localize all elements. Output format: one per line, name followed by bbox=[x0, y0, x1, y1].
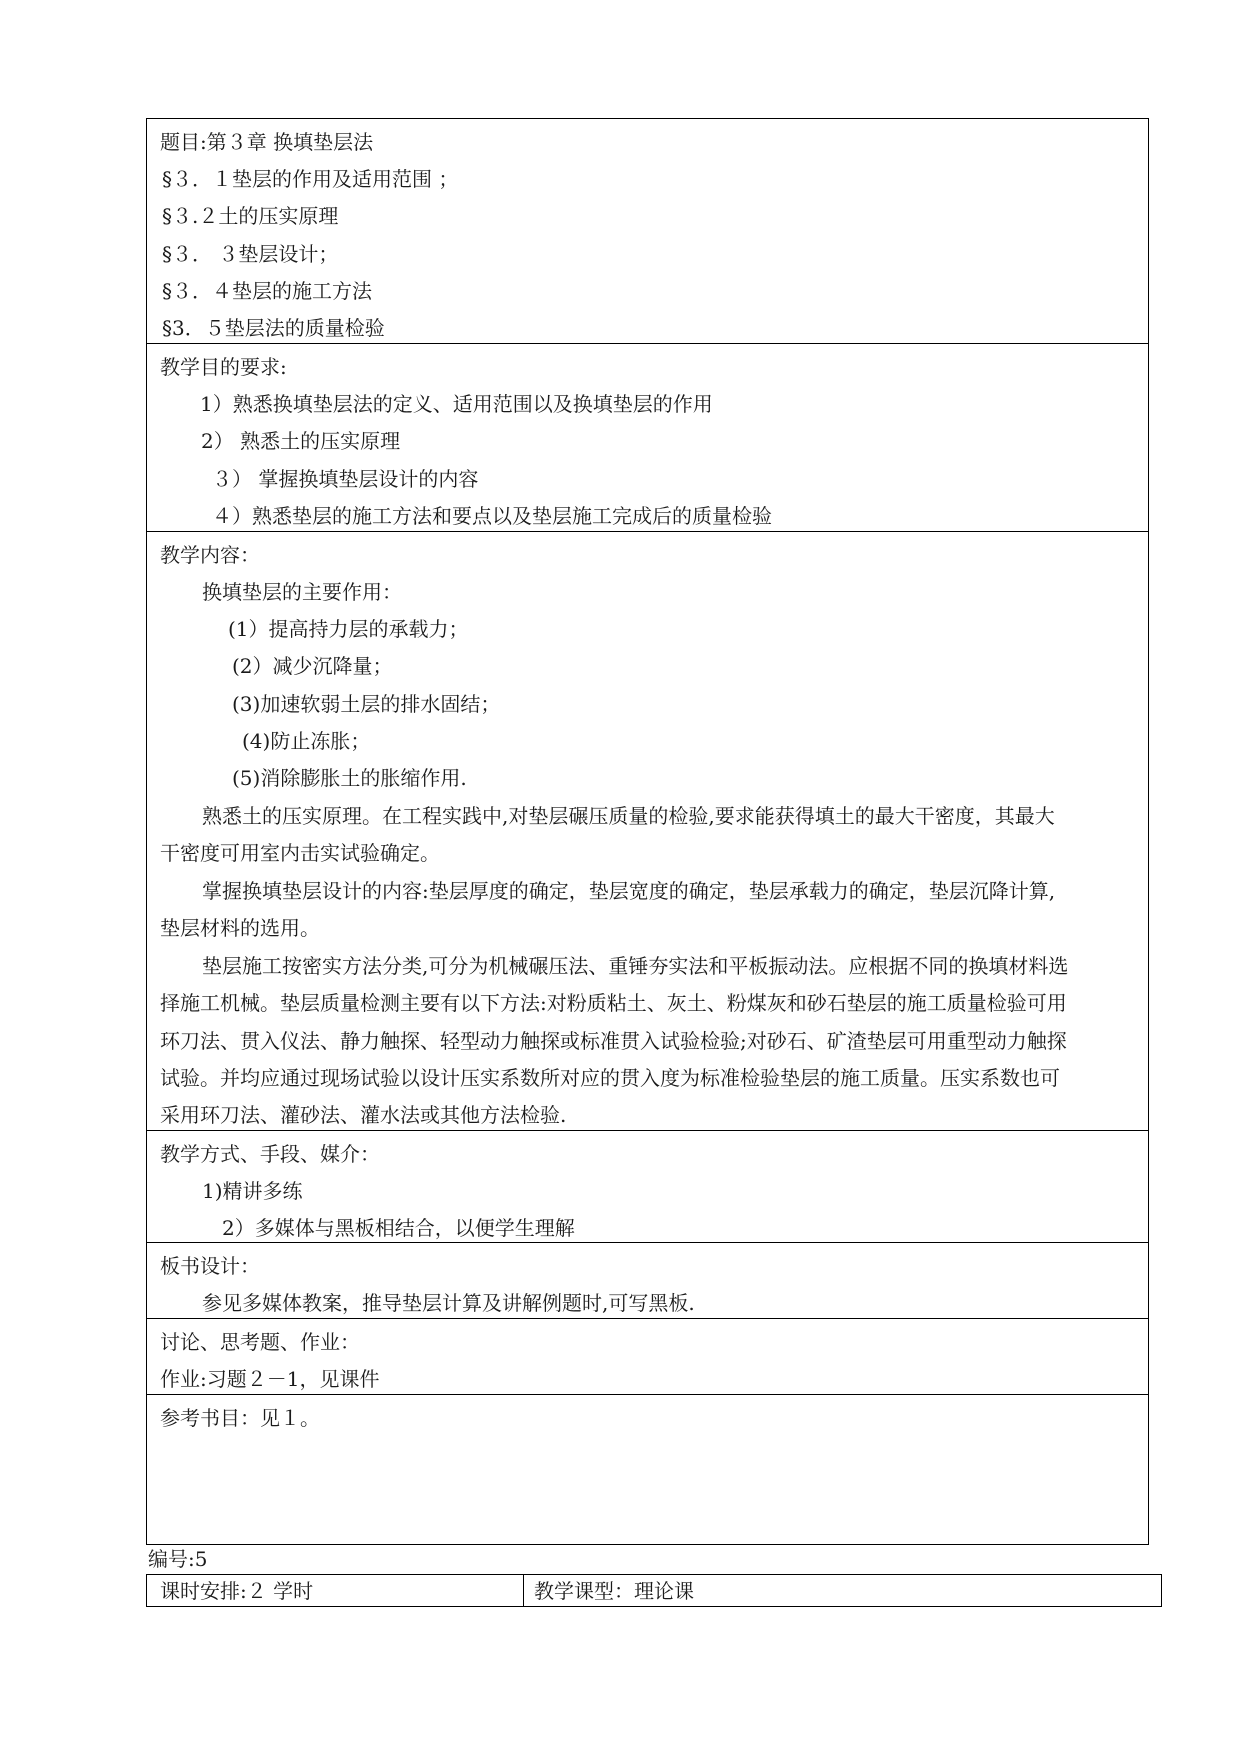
footer-table-left bbox=[146, 1574, 147, 1607]
method-item: 1)精讲多练 bbox=[202, 1179, 303, 1203]
row-divider-6 bbox=[146, 1394, 1149, 1395]
board-design-heading: 板书设计： bbox=[160, 1254, 260, 1278]
row-divider-2 bbox=[146, 531, 1149, 532]
board-design-text: 参见多媒体教案，推导垫层计算及讲解例题时,可写黑板. bbox=[202, 1291, 695, 1315]
objective-item: 2） 熟悉土的压实原理 bbox=[201, 429, 401, 453]
objective-item: ３） 掌握换填垫层设计的内容 bbox=[212, 467, 479, 491]
paragraph-line: 干密度可用室内击实试验确定。 bbox=[160, 841, 440, 865]
function-item: (5)消除膨胀土的胀缩作用. bbox=[232, 766, 467, 790]
paragraph-line: 垫层材料的选用。 bbox=[160, 916, 320, 940]
row-divider-1 bbox=[146, 343, 1149, 344]
paragraph-line: 试验。并均应通过现场试验以设计压实系数所对应的贯入度为标准检验垫层的施工质量。压实系数也可 bbox=[160, 1066, 1060, 1090]
table-border-top bbox=[146, 118, 1149, 119]
paragraph-line: 熟悉土的压实原理。在工程实践中,对垫层碾压质量的检验,要求能获得填土的最大干密度，其最大 bbox=[202, 804, 1055, 828]
function-item: (4)防止冻胀； bbox=[242, 729, 371, 753]
chapter-item: §３．１垫层的作用及适用范围 ； bbox=[162, 167, 459, 191]
function-item: (1）提高持力层的承载力； bbox=[228, 617, 469, 641]
table-border-bottom bbox=[146, 1544, 1149, 1545]
objectives-heading: 教学目的要求: bbox=[160, 355, 287, 379]
function-item: (3)加速软弱土层的排水固结； bbox=[232, 692, 501, 716]
row-divider-5 bbox=[146, 1318, 1149, 1319]
paragraph-line: 采用环刀法、灌砂法、灌水法或其他方法检验. bbox=[160, 1103, 567, 1127]
objective-item: ４）熟悉垫层的施工方法和要点以及垫层施工完成后的质量检验 bbox=[212, 504, 772, 528]
methods-heading: 教学方式、手段、媒介： bbox=[160, 1142, 380, 1166]
class-type: 教学课型：理论课 bbox=[534, 1579, 694, 1603]
paragraph-line: 环刀法、贯入仪法、静力触探、轻型动力触探或标准贯入试验检验;对砂石、矿渣垫层可用重型动力触探 bbox=[160, 1029, 1067, 1053]
method-item: 2）多媒体与黑板相结合，以便学生理解 bbox=[222, 1216, 575, 1240]
lesson-number: 编号:5 bbox=[148, 1547, 208, 1571]
chapter-title: 题目:第３章 换填垫层法 bbox=[160, 130, 374, 154]
class-hours: 课时安排:２ 学时 bbox=[160, 1579, 314, 1603]
content-heading: 教学内容： bbox=[160, 543, 260, 567]
paragraph-line: 择施工机械。垫层质量检测主要有以下方法:对粉质粘土、灰土、粉煤灰和砂石垫层的施工质量检验可用 bbox=[160, 991, 1067, 1015]
chapter-item: §3．５垫层法的质量检验 bbox=[162, 316, 385, 340]
footer-table-middle bbox=[523, 1574, 524, 1607]
homework-text: 作业:习题２－1，见课件 bbox=[160, 1367, 380, 1391]
objective-item: 1）熟悉换填垫层法的定义、适用范围以及换填垫层的作用 bbox=[200, 392, 713, 416]
chapter-item: §３.２土的压实原理 bbox=[162, 204, 339, 228]
row-divider-4 bbox=[146, 1242, 1149, 1243]
content-subheading: 换填垫层的主要作用： bbox=[202, 580, 402, 604]
footer-table-top bbox=[146, 1574, 1162, 1575]
row-divider-3 bbox=[146, 1130, 1149, 1131]
chapter-item: §３． ３垫层设计； bbox=[162, 242, 339, 266]
chapter-item: §３．４垫层的施工方法 bbox=[162, 279, 372, 303]
discussion-heading: 讨论、思考题、作业： bbox=[160, 1330, 360, 1354]
function-item: (2）减少沉降量； bbox=[232, 654, 393, 678]
table-border-left bbox=[146, 118, 147, 1545]
footer-table-right bbox=[1161, 1574, 1162, 1607]
paragraph-line: 掌握换填垫层设计的内容:垫层厚度的确定，垫层宽度的确定，垫层承载力的确定，垫层沉降计算, bbox=[202, 879, 1056, 903]
references-heading: 参考书目：见１。 bbox=[160, 1406, 320, 1430]
table-border-right bbox=[1148, 118, 1149, 1545]
footer-table-bottom bbox=[146, 1606, 1162, 1607]
paragraph-line: 垫层施工按密实方法分类,可分为机械碾压法、重锤夯实法和平板振动法。应根据不同的换填材料选 bbox=[202, 954, 1069, 978]
